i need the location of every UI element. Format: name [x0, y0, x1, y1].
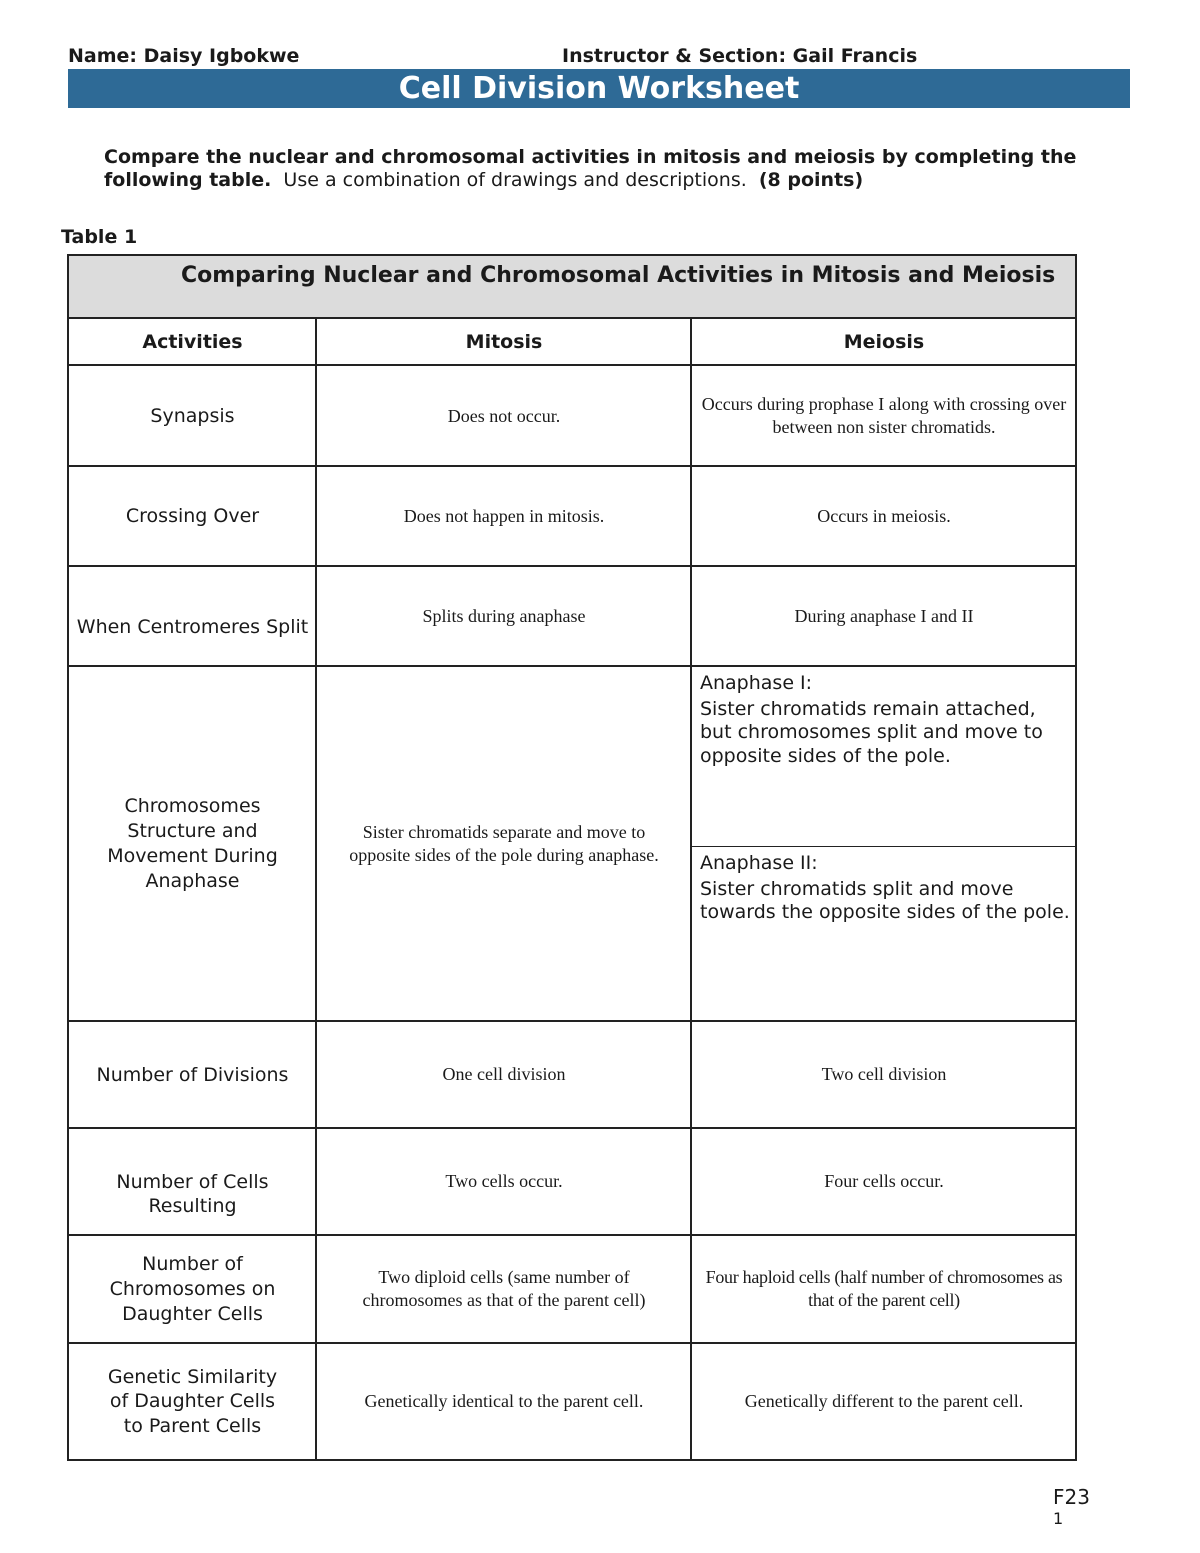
mitosis-cell: Does not happen in mitosis. — [403, 505, 605, 526]
footer — [1053, 1486, 1090, 1530]
activity-cell: Chromosomes Structure and Movement During Anaphase — [107, 795, 278, 892]
mitosis-cell: Two diploid cells (same number of chromosomes as that of the parent cell) — [362, 1267, 646, 1310]
mitosis-cell: Genetically identical to the parent cell. — [364, 1391, 644, 1411]
header-activities: Activities — [142, 331, 243, 353]
meiosis-cell: Four haploid cells (half number of chromosomes as that of the parent cell) — [705, 1267, 1063, 1310]
footer-code: F23 — [1053, 1485, 1090, 1509]
mitosis-cell: Splits during anaphase — [422, 605, 586, 626]
table-banner-text: Comparing Nuclear and Chromosomal Activities in Mitosis and Meiosis — [181, 263, 1056, 288]
header-mitosis: Mitosis — [465, 331, 543, 353]
anaphase-one-label: Anaphase I: — [700, 672, 813, 694]
instructions-bold: Compare the nuclear and chromosomal activities in mitosis and meiosis by completing the following table. — [104, 146, 1077, 191]
table-label: Table 1 — [61, 226, 138, 248]
mitosis-cell: Sister chromatids separate and move to opposite sides of the pole during anaphase. — [349, 822, 659, 865]
anaphase-one-cell — [700, 672, 1070, 768]
anaphase-two-cell — [700, 852, 1070, 925]
meiosis-cell: Genetically different to the parent cell. — [744, 1391, 1024, 1411]
activity-cell: Number of Divisions — [96, 1063, 289, 1086]
instructions-points: (8 points) — [758, 169, 864, 191]
anaphase-two-label: Anaphase II: — [700, 852, 818, 874]
instructions-normal: Use a combination of drawings and descriptions. — [283, 169, 747, 191]
activity-cell: Genetic Similarity of Daughter Cells to Parent Cells — [107, 1365, 278, 1437]
mitosis-cell: Two cells occur. — [445, 1171, 563, 1191]
mitosis-cell: Does not occur. — [447, 405, 561, 426]
header-meiosis: Meiosis — [843, 331, 925, 353]
activity-cell: Synapsis — [150, 405, 235, 427]
meiosis-cell: Occurs during prophase I along with crossing over between non sister chromatids. — [701, 394, 1067, 437]
meiosis-cell: During anaphase I and II — [794, 605, 974, 626]
instructor-section: Instructor & Section: Gail Francis — [562, 45, 918, 67]
meiosis-cell: Two cell division — [821, 1064, 947, 1084]
worksheet-title: Cell Division Worksheet — [68, 69, 1130, 108]
activity-cell: When Centromeres Split — [76, 616, 309, 638]
anaphase-one-text: Sister chromatids remain attached, but chromosomes split and move to opposite sides of the pole. — [700, 697, 1043, 767]
anaphase-two-text: Sister chromatids split and move towards the opposite sides of the pole. — [700, 877, 1070, 923]
mitosis-cell: One cell division — [442, 1064, 566, 1084]
activity-cell: Number of Chromosomes on Daughter Cells — [109, 1253, 276, 1325]
student-name: Name: Daisy Igbokwe — [68, 45, 300, 67]
page-number: 1 — [1053, 1509, 1064, 1528]
meiosis-cell: Occurs in meiosis. — [817, 505, 951, 526]
activity-cell: Crossing Over — [125, 505, 260, 527]
activity-cell: Number of Cells Resulting — [116, 1170, 269, 1217]
meiosis-cell: Four cells occur. — [824, 1171, 944, 1191]
instructions — [104, 146, 1104, 192]
